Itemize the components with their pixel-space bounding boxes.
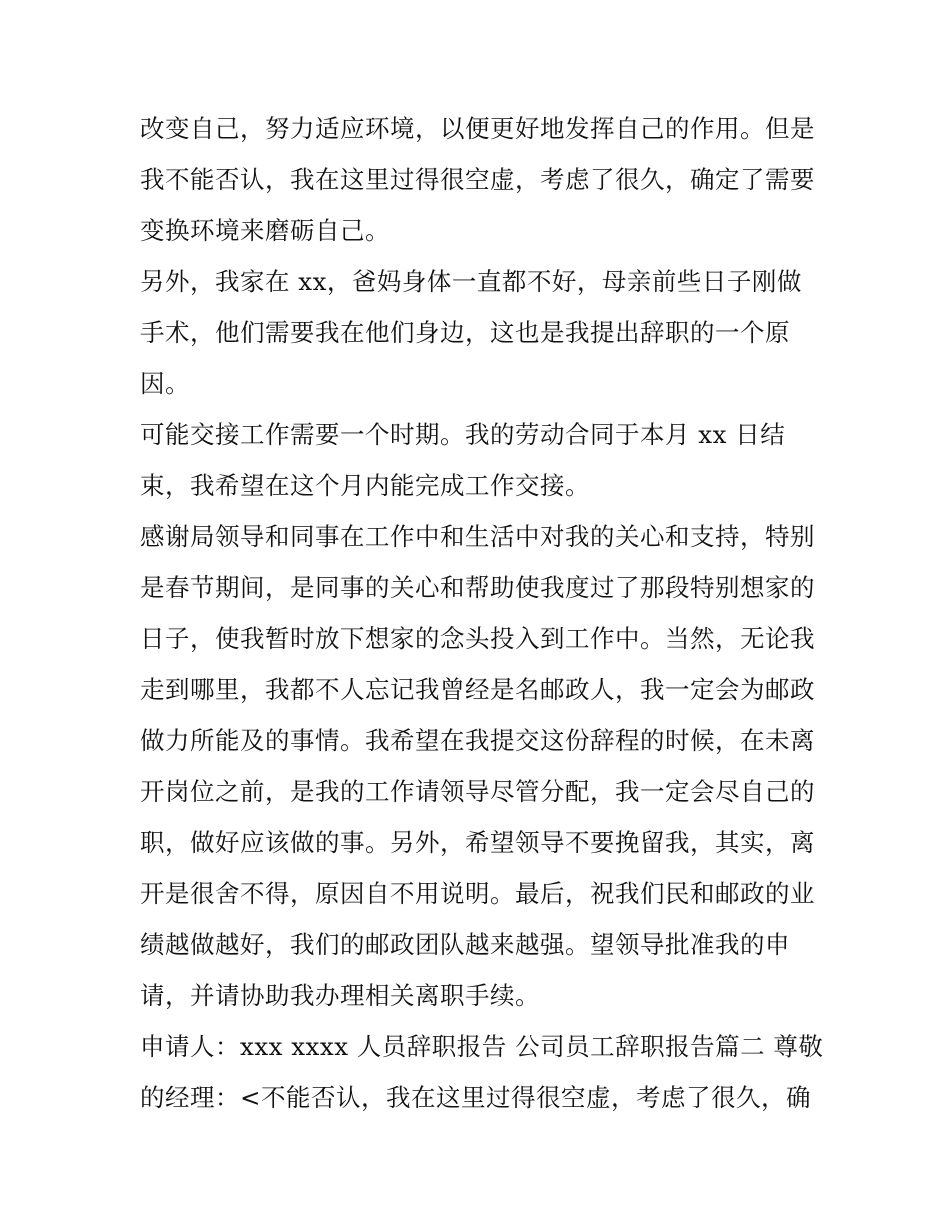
- text-line: 日子，使我暂时放下想家的念头投入到工作中。当然，无论我: [140, 624, 815, 653]
- text-line: 变换环境来磨砺自己。: [140, 216, 390, 245]
- text-line: 束，我希望在这个月内能完成工作交接。: [140, 471, 590, 500]
- text-line: 开是很舍不得，原因自不用说明。最后，祝我们民和邮政的业: [140, 879, 815, 908]
- text-line: 我不能否认，我在这里过得很空虚，考虑了很久，确定了需要: [140, 165, 815, 194]
- text-line: 是春节期间，是同事的关心和帮助使我度过了那段特别想家的: [140, 573, 815, 602]
- text-line: 可能交接工作需要一个时期。我的劳动合同于本月 xx 日结: [140, 420, 786, 449]
- text-line: 感谢局领导和同事在工作中和生活中对我的关心和支持，特别: [140, 522, 815, 551]
- text-line: 开岗位之前，是我的工作请领导尽管分配，我一定会尽自己的: [140, 777, 815, 806]
- text-line: 手术，他们需要我在他们身边，这也是我提出辞职的一个原: [140, 318, 790, 347]
- document-body: [140, 107, 824, 1127]
- text-line: 请，并请协助我办理相关离职手续。: [140, 981, 540, 1010]
- text-line: 走到哪里，我都不人忘记我曾经是名邮政人，我一定会为邮政: [140, 675, 815, 704]
- text-line: 因。: [140, 369, 190, 398]
- text-line: 做力所能及的事情。我希望在我提交这份辞程的时候，在未离: [140, 726, 815, 755]
- text-line: 绩越做越好，我们的邮政团队越来越强。望领导批准我的申: [140, 930, 790, 959]
- signature-line: 申请人：xxx xxxx 人员辞职报告 公司员工辞职报告篇二 尊敬: [140, 1032, 824, 1061]
- text-line: 改变自己，努力适应环境，以便更好地发挥自己的作用。但是: [140, 114, 815, 143]
- text-line: 的经理：<不能否认，我在这里过得很空虚，考虑了很久，确: [140, 1083, 812, 1112]
- text-line: 职，做好应该做的事。另外，希望领导不要挽留我，其实，离: [140, 828, 815, 857]
- text-line: 另外，我家在 xx，爸妈身体一直都不好，母亲前些日子刚做: [140, 267, 802, 296]
